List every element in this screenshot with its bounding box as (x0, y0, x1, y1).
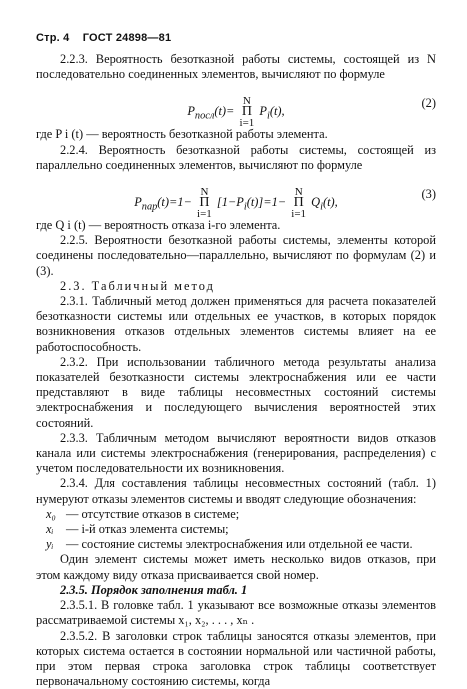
product-symbol-2: N Π i=1 (291, 187, 306, 219)
section-2-3-5-title: 2.3.5. Порядок заполнения табл. 1 (36, 583, 436, 598)
product-1-top: N (200, 186, 208, 198)
formula-2-rhs: P (259, 104, 267, 118)
paragraph-where-p: где P i (t) — вероятность безотказной работы элемента. (36, 127, 436, 142)
paragraph-2-2-4: 2.2.4. Вероятность безотказной работы системы, состоящей из параллельно соединенных элементов, вычисляют по формуле (36, 143, 436, 173)
formula-3-mid: (t)=1− (157, 195, 192, 209)
paragraph-2-3-1: 2.3.1. Табличный метод должен применяться для расчета показателей безотказности системы или отдельных ее участков, в которых порядок возникновения отказов отдельных элементов системы влияет на ее работоспособность. (36, 294, 436, 355)
definition-item (46, 522, 436, 537)
formula-2-rhs-sub: i (267, 111, 270, 122)
product-symbol-1: N Π i=1 (197, 187, 212, 219)
definition-item (46, 537, 436, 552)
formula-2-rarg: (t), (270, 104, 285, 118)
document-body (36, 52, 436, 689)
page-header (36, 32, 181, 44)
definition-text: — i-й отказ элемента системы; (66, 522, 229, 537)
definition-text: — отсутствие отказов в системе; (66, 507, 239, 522)
page-number: Стр. 4 (36, 32, 69, 44)
product-1-bottom: i=1 (197, 208, 212, 220)
formula-3-end: Q (311, 195, 320, 209)
paragraph-failure-types: Один элемент системы может иметь несколько видов отказов, при этом каждому виду отказа присваивается свой номер. (36, 552, 436, 582)
definition-symbol: yᵢ (46, 537, 66, 552)
product-symbol: N Π i=1 (240, 96, 255, 128)
formula-3-lhs-sub: пар (142, 201, 158, 212)
product-2-top: N (295, 186, 303, 198)
product-2-bottom: i=1 (291, 208, 306, 220)
formula-2-lhs: P (187, 104, 195, 118)
definition-item (46, 507, 436, 522)
section-2-3-title: 2.3. Табличный метод (36, 279, 436, 294)
formula-2-number: (2) (422, 96, 436, 111)
formula-2 (36, 84, 436, 124)
formula-3-end-arg: (t), (323, 195, 338, 209)
paragraph-2-3-4: 2.3.4. Для составления таблицы несовместных состояний (табл. 1) нумеруют отказы элементов системы и вводят следующие обозначения: (36, 476, 436, 506)
paragraph-2-2-3: 2.2.3. Вероятность безотказной работы системы, состоящей из N последовательно соединенных элементов, вычисляют по формуле (36, 52, 436, 82)
paragraph-2-3-5-2: 2.3.5.2. В заголовки строк таблицы заносятся отказы элементов, при которых система остается в состоянии нормальной или частичной работы, при этом первая строка заголовка строк таблицы соответствует первоначальному состоянию системы, когда (36, 629, 436, 689)
formula-3 (36, 175, 436, 215)
paragraph-2-2-5: 2.2.5. Вероятности безотказной работы системы, элементы которой соединены последовательно—параллельно, вычисляют по формулам (2) и (3). (36, 233, 436, 279)
formula-2-lhs-sub: посл (195, 111, 214, 122)
definition-symbol: x₀ (46, 507, 66, 522)
paragraph-2-3-3: 2.3.3. Табличным методом вычисляют вероятности видов отказов канала или системы электроснабжения (генерирования, распределения) с учетом последовательности их возникновения. (36, 431, 436, 477)
formula-2-arg: (t)= (214, 104, 234, 118)
formula-3-m1: [1−P (217, 195, 244, 209)
definitions-list (46, 507, 436, 553)
definition-symbol: xᵢ (46, 522, 66, 537)
product-top: N (243, 95, 251, 107)
definition-text: — состояние системы электроснабжения или отдельной ее части. (66, 537, 413, 552)
formula-3-m1-end: (t)]=1− (247, 195, 286, 209)
paragraph-2-3-5-1: 2.3.5.1. В головке табл. 1 указывают все возможные отказы элементов рассматриваемой системы x₁, x₂, . . . , xₙ . (36, 598, 436, 628)
paragraph-2-3-2: 2.3.2. При использовании табличного метода результаты анализа показателей безотказности системы электроснабжения или ее части представляют в виде таблицы несовместных состояний системы электроснабжения и последующего вычисления вероятностей этих состояний. (36, 355, 436, 431)
formula-3-number: (3) (422, 187, 436, 202)
formula-3-end-sub: i (320, 201, 323, 212)
formula-3-m1-sub: i (244, 201, 247, 212)
formula-3-lhs: P (134, 195, 142, 209)
product-bottom: i=1 (240, 117, 255, 129)
paragraph-where-q: где Q i (t) — вероятность отказа i-го элемента. (36, 218, 436, 233)
standard-id: ГОСТ 24898—81 (83, 32, 172, 44)
